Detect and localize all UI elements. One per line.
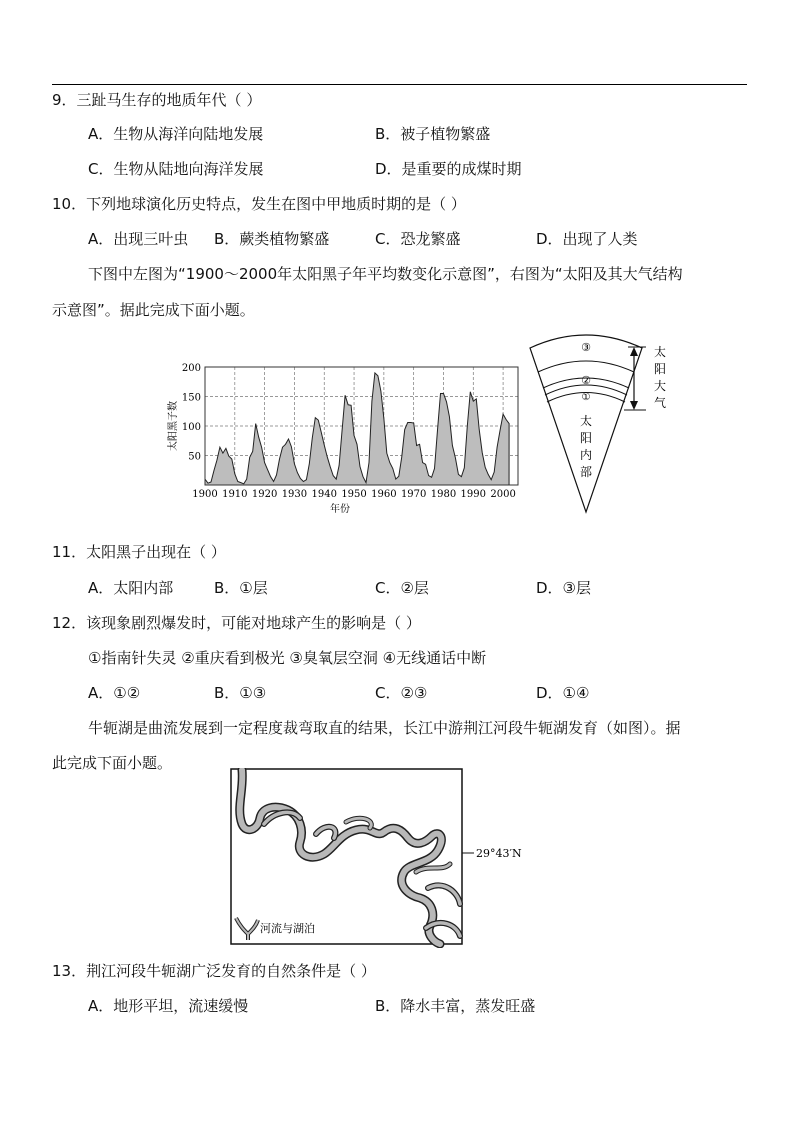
x-tick-label: 1930	[281, 489, 308, 500]
x-tick-label: 1900	[192, 489, 218, 500]
q10-option-c: C．恐龙繁盛	[375, 230, 461, 248]
q10-option-a: A．出现三叶虫	[88, 230, 189, 248]
x-tick-label: 2000	[490, 489, 516, 500]
x-tick-label: 1960	[371, 489, 397, 500]
latitude-label: 29°43′N	[476, 847, 522, 860]
y-tick-label: 100	[181, 422, 201, 433]
top-rule	[52, 84, 747, 85]
q11-option-a: A．太阳内部	[88, 579, 174, 597]
y-tick-label: 50	[188, 451, 201, 463]
y-tick-label: 150	[181, 392, 201, 404]
layer-label-2: ②	[581, 374, 591, 387]
sunspot-chart	[160, 355, 530, 520]
layer-label-3: ③	[581, 341, 591, 354]
x-tick-label: 1980	[430, 489, 457, 500]
q12-items: ①指南针失灵 ②重庆看到极光 ③臭氧层空洞 ④无线通话中断	[88, 649, 487, 667]
q12-option-d: D．①④	[536, 684, 590, 702]
q12-option-c: C．②③	[375, 684, 428, 702]
q11-option-c: C．②层	[375, 579, 429, 597]
interior-label-3: 内	[579, 448, 593, 462]
q12-option-b: B．①③	[214, 684, 267, 702]
y-tick-labels	[182, 363, 201, 463]
sun-structure-diagram	[520, 328, 680, 518]
q13-option-b: B．降水丰富，蒸发旺盛	[375, 997, 536, 1015]
x-tick-label: 1970	[400, 489, 427, 500]
atmosphere-label-2: 阳	[653, 362, 667, 376]
arrow-head-bottom	[630, 401, 638, 410]
q9-option-a: A．生物从海洋向陆地发展	[88, 125, 264, 143]
intro1-line1: 下图中左图为“1900～2000年太阳黑子年平均数变化示意图”，右图为“太阳及其大气结构	[88, 265, 683, 283]
x-tick-labels	[192, 489, 516, 500]
river-map	[230, 768, 530, 948]
x-axis-label: 年份	[330, 504, 350, 515]
atmosphere-label-3: 大	[653, 379, 667, 393]
q11-option-d: D．③层	[536, 579, 591, 597]
x-tick-label: 1950	[341, 489, 367, 500]
q9-option-b: B．被子植物繁盛	[375, 125, 491, 143]
q10-option-d: D．出现了人类	[536, 230, 638, 248]
y-axis-label: 太阳黑子数	[168, 401, 179, 451]
intro2-line2: 此完成下面小题。	[52, 754, 173, 772]
intro1-line2: 示意图”。据此完成下面小题。	[52, 301, 255, 319]
q12-option-a: A．①②	[88, 684, 141, 702]
interior-label-1: 太	[579, 414, 593, 428]
interior-label-2: 阳	[579, 431, 593, 445]
sunspot-area	[205, 373, 509, 485]
q11-stem: 11．太阳黑子出现在（ ）	[52, 543, 226, 561]
x-tick-label: 1990	[460, 489, 487, 500]
q11-option-b: B．①层	[214, 579, 268, 597]
interior-label-4: 部	[579, 465, 593, 479]
legend-label: 河流与湖泊	[260, 922, 315, 935]
x-tick-label: 1910	[222, 489, 248, 500]
q10-stem: 10．下列地球演化历史特点，发生在图中甲地质时期的是（ ）	[52, 195, 466, 213]
x-tick-label: 1940	[311, 489, 337, 500]
layer-label-1: ①	[581, 392, 591, 403]
q9-stem: 9．三趾马生存的地质年代（ ）	[52, 91, 262, 109]
x-tick-label: 1920	[251, 489, 278, 500]
q12-stem: 12．该现象剧烈爆发时，可能对地球产生的影响是（ ）	[52, 614, 421, 632]
y-tick-label: 200	[181, 363, 201, 374]
q13-option-a: A．地形平坦，流速缓慢	[88, 997, 249, 1015]
q13-stem: 13．荆江河段牛轭湖广泛发育的自然条件是（ ）	[52, 962, 376, 980]
atmosphere-label-4: 气	[653, 396, 667, 410]
q9-option-d: D．是重要的成煤时期	[375, 160, 522, 178]
q9-option-c: C．生物从陆地向海洋发展	[88, 160, 264, 178]
atmosphere-label-1: 太	[653, 345, 667, 359]
intro2-line1: 牛轭湖是曲流发展到一定程度裁弯取直的结果，长江中游荆江河段牛轭湖发育（如图）。据	[88, 719, 681, 737]
q10-option-b: B．蕨类植物繁盛	[214, 230, 330, 248]
